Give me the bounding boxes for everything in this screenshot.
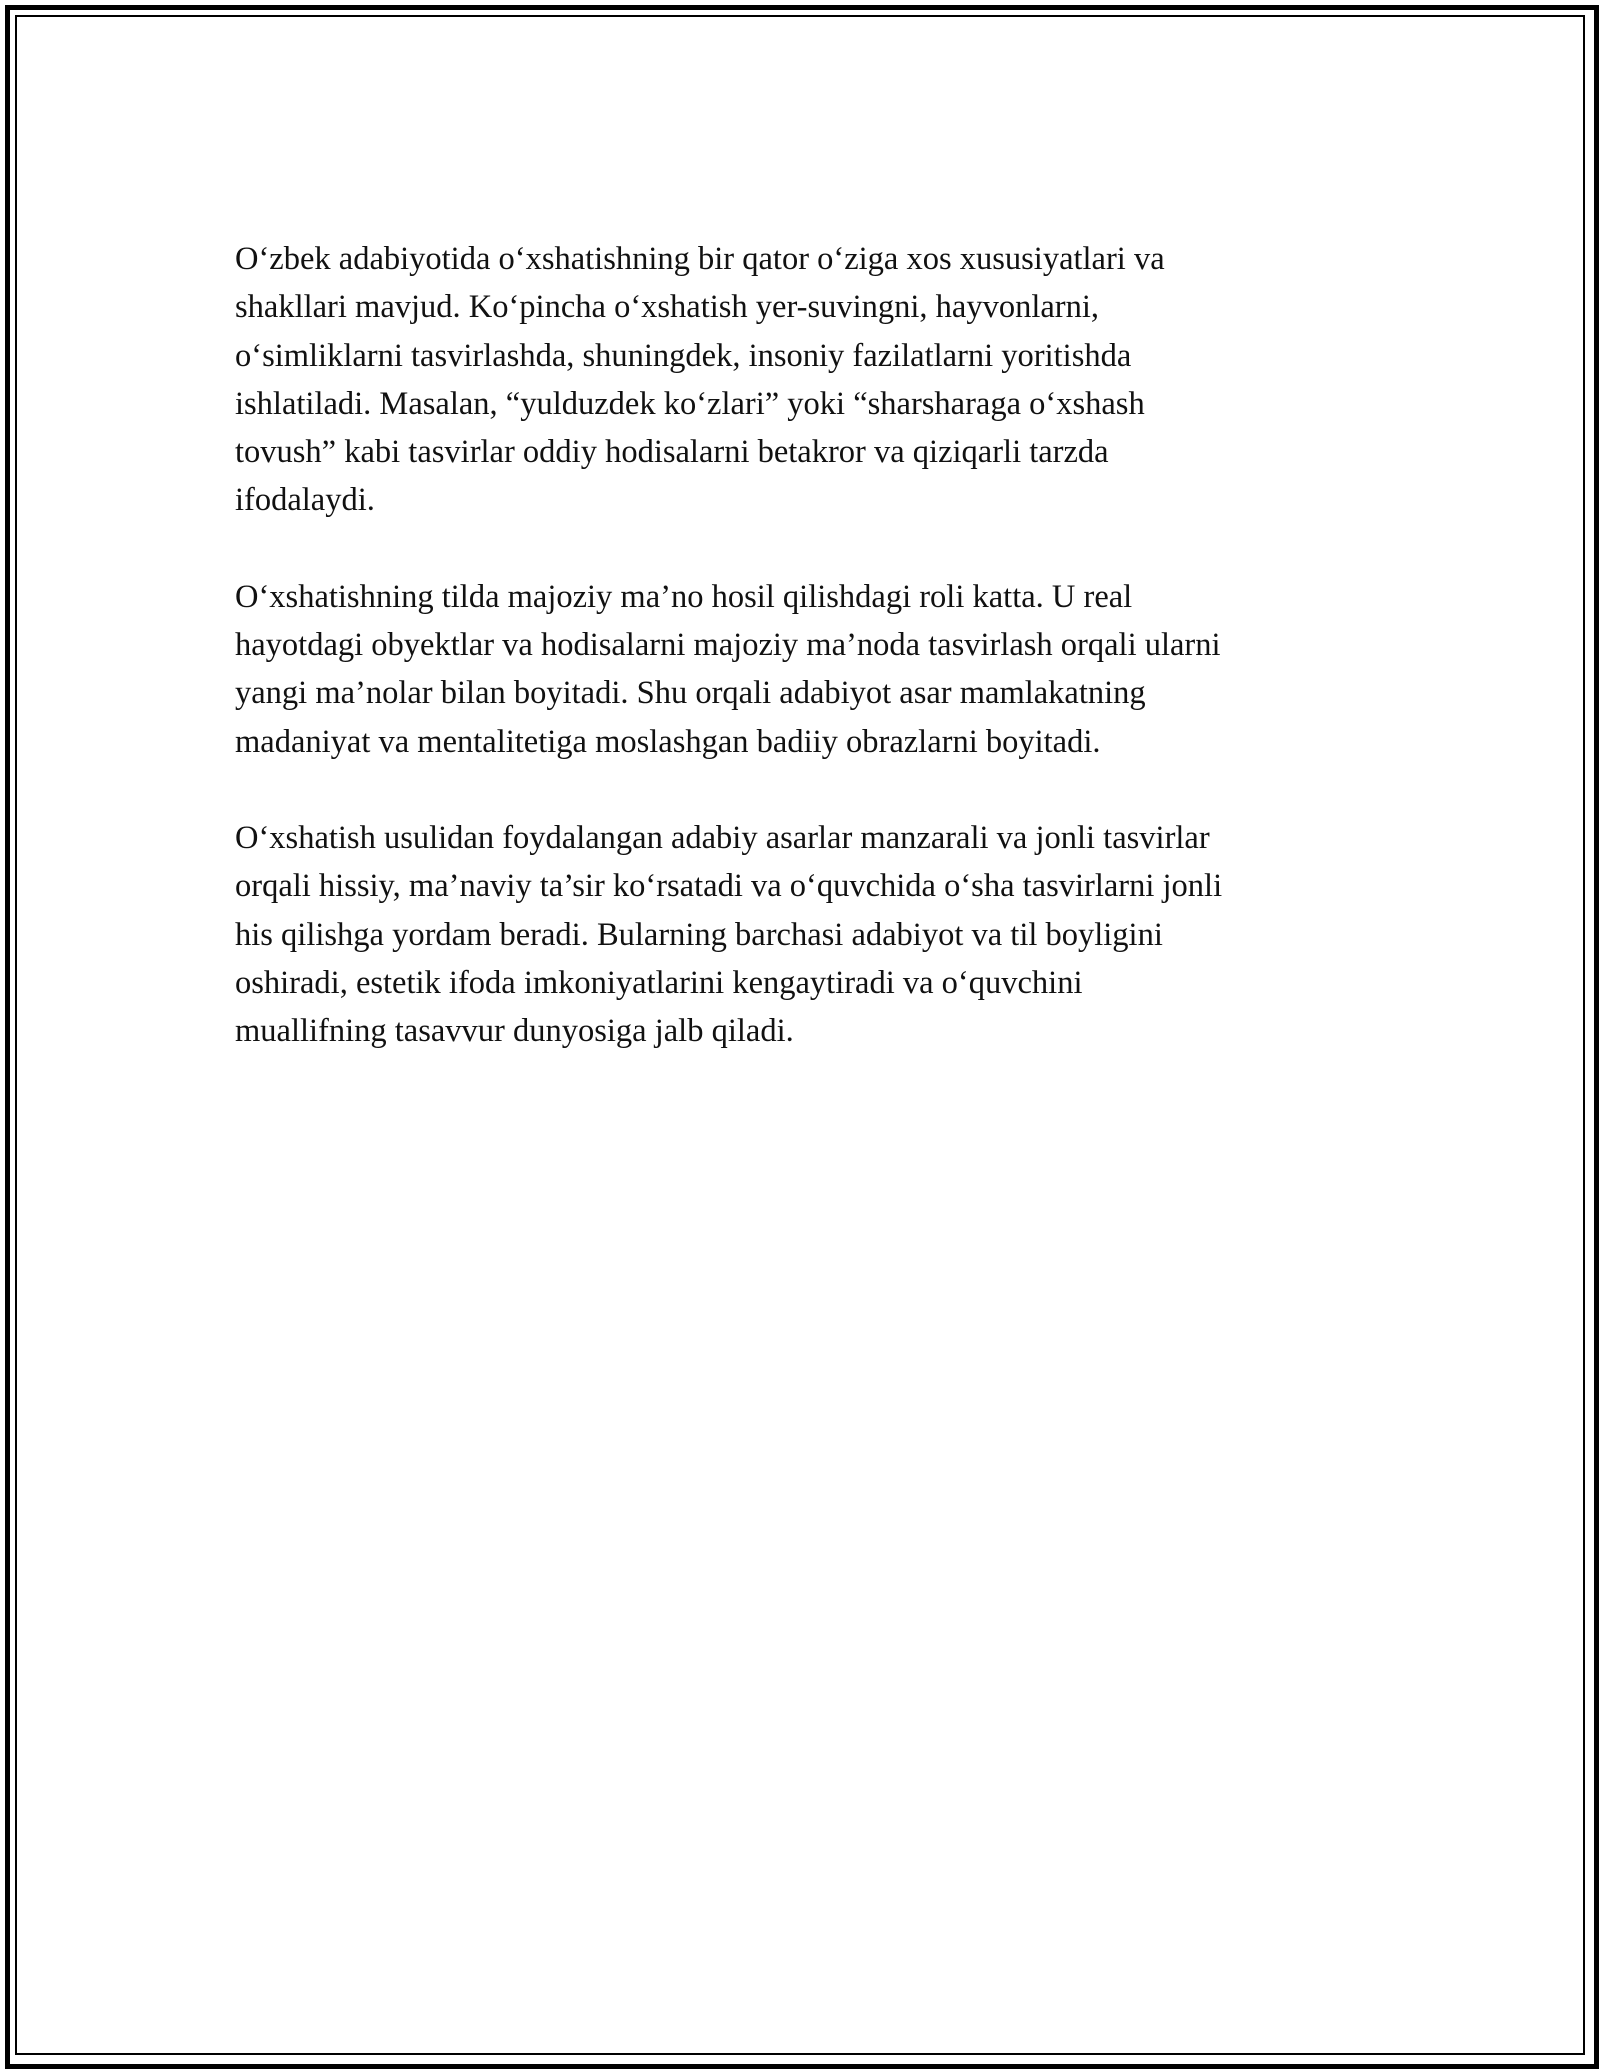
text-line: orqali hissiy, ma’naviy ta’sir ko‘rsatadi va o‘quvchida o‘sha tasvirlarni jonli <box>235 868 1223 905</box>
text-line: O‘xshatish usulidan foydalangan adabiy asarlar manzarali va jonli tasvirlar <box>235 819 1210 856</box>
text-line: madaniyat va mentalitetiga moslashgan badiiy obrazlarni boyitadi. <box>235 723 1101 760</box>
text-line: shakllari mavjud. Ko‘pincha o‘xshatish yer-suvingni, hayvonlarni, <box>235 289 1100 326</box>
document-body <box>235 235 1365 1103</box>
text-line: his qilishga yordam beradi. Bularning barchasi adabiyot va til boyligini <box>235 916 1163 953</box>
text-line: ishlatiladi. Masalan, “yulduzdek ko‘zlari” yoki “sharsharaga o‘xshash <box>235 385 1145 422</box>
text-line: o‘simliklarni tasvirlashda, shuningdek, insoniy fazilatlarni yoritishda <box>235 337 1132 374</box>
text-line: O‘xshatishning tilda majoziy ma’no hosil qilishdagi roli katta. U real <box>235 578 1133 615</box>
paragraph-3 <box>235 814 1365 1055</box>
text-line: muallifning tasavvur dunyosiga jalb qiladi. <box>235 1013 794 1050</box>
text-line: oshiradi, estetik ifoda imkoniyatlarini kengaytiradi va o‘quvchini <box>235 964 1083 1001</box>
text-line: yangi ma’nolar bilan boyitadi. Shu orqali adabiyot asar mamlakatning <box>235 675 1146 712</box>
text-line: ifodalaydi. <box>235 482 375 519</box>
paragraph-1 <box>235 235 1365 525</box>
paragraph-2 <box>235 573 1365 766</box>
text-line: hayotdagi obyektlar va hodisalarni majoziy ma’noda tasvirlash orqali ularni <box>235 627 1221 664</box>
text-line: tovush” kabi tasvirlar oddiy hodisalarni betakror va qiziqarli tarzda <box>235 434 1109 471</box>
text-line: O‘zbek adabiyotida o‘xshatishning bir qator o‘ziga xos xususiyatlari va <box>235 241 1165 277</box>
